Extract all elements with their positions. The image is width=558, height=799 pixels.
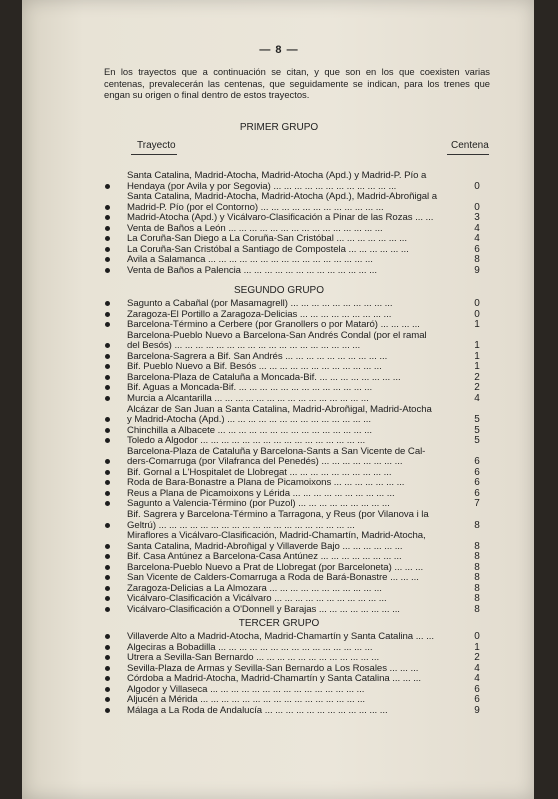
- centena-value: 8: [474, 519, 480, 531]
- centena-value: 2: [474, 382, 480, 394]
- centena-value: 1: [474, 361, 480, 373]
- column-header-trayecto: Trayecto: [137, 140, 176, 151]
- centena-value: 6: [474, 487, 480, 499]
- bullet-icon: [105, 205, 110, 210]
- route-description: Algeciras a Bobadilla ... ... ... ... ... ... ... ... ... ... ... ... ... ... ...: [127, 641, 373, 653]
- bullet-icon: [105, 354, 110, 359]
- centena-value: 8: [474, 561, 480, 573]
- bullet-icon: [105, 428, 110, 433]
- bullet-icon: [105, 491, 110, 496]
- route-description: Aljucén a Mérida ... ... ... ... ... ... ... ... ... ... ... ... ... ... ... ...: [127, 694, 366, 706]
- bullet-icon: [105, 312, 110, 317]
- route-description: Villaverde Alto a Madrid-Atocha, Madrid-Chamartín y Santa Catalina ... ...: [127, 631, 435, 642]
- column-header-centena: Centena: [451, 140, 489, 151]
- centena-value: 8: [474, 551, 480, 563]
- route-description: Miraflores a Vicálvaro-Clasificación, Madrid-Chamartín, Madrid-Atocha, Santa Catalina, Madrid-Abroñigal y Villaverde Bajo ... ... ... ... ... ...: [127, 530, 426, 552]
- bullet-icon: [105, 565, 110, 570]
- route-description: Santa Catalina, Madrid-Atocha, Madrid-Atocha (Apd.) y Madrid-P. Pío a Hendaya (por Avila y por Segovia) ... ... ... ... ... ... ... ... ... ... ... ...: [127, 170, 427, 192]
- route-description: Sevilla-Plaza de Armas y Sevilla-San Bernardo a Los Rosales ... ... ...: [127, 662, 419, 674]
- bullet-icon: [105, 708, 110, 713]
- centena-value: 9: [474, 704, 480, 716]
- centena-value: 6: [474, 683, 480, 695]
- group-title-segundo: SEGUNDO GRUPO: [233, 285, 324, 296]
- route-description: Zaragoza-Delicias a La Almozara ... ... ... ... ... ... ... ... ... ... ...: [127, 582, 382, 594]
- centena-value: 2: [474, 652, 480, 664]
- route-description: Córdoba a Madrid-Atocha, Madrid-Chamartín y Santa Catalina ... ... ...: [127, 673, 422, 685]
- route-description: Bif. Casa Antúnez a Barcelona-Casa Antúnez ... ... ... ... ... ... ... ...: [127, 551, 402, 563]
- bullet-icon: [105, 666, 110, 671]
- centena-value: 4: [474, 392, 480, 404]
- bullet-icon: [105, 396, 110, 401]
- route-description: Barcelona-Pueblo Nuevo a Prat de Llobregat (por Barceloneta) ... ... ...: [127, 561, 424, 573]
- bullet-icon: [105, 301, 110, 306]
- centena-value: 8: [474, 593, 480, 605]
- header-underline-trayecto: [131, 154, 177, 155]
- header-underline-centena: [447, 154, 489, 155]
- route-description: Barcelona-Plaza de Cataluña a Moncada-Bif. ... ... ... ... ... ... ... ...: [127, 371, 401, 383]
- centena-value: 2: [474, 371, 480, 383]
- bullet-icon: [105, 607, 110, 612]
- centena-value: 4: [474, 222, 480, 234]
- group-title-tercer: TERCER GRUPO: [238, 618, 320, 629]
- bullet-icon: [105, 470, 110, 475]
- bullet-icon: [105, 268, 110, 273]
- centena-value: 6: [474, 466, 480, 478]
- route-description: Madrid-Atocha (Apd.) y Vicálvaro-Clasificación a Pinar de las Rozas ... ...: [127, 212, 434, 224]
- route-description: Alcázar de San Juan a Santa Catalina, Madrid-Abroñigal, Madrid-Atocha y Madrid-Atocha (Apd.) ... ... ... ... ... ... ... ... ... ... ... ... ... ...: [127, 403, 432, 426]
- centena-value: 8: [474, 582, 480, 594]
- centena-value: 7: [474, 498, 480, 510]
- centena-value: 1: [474, 319, 480, 331]
- centena-value: 6: [474, 477, 480, 489]
- route-description: Avila a Salamanca ... ... ... ... ... ... ... ... ... ... ... ... ... ... ... ...: [127, 254, 373, 266]
- route-description: Reus a Plana de Picamoixons y Lérida ... ... ... ... ... ... ... ... ... ...: [127, 487, 395, 499]
- bullet-icon: [105, 247, 110, 252]
- centena-value: 0: [474, 308, 480, 320]
- centena-value: 1: [474, 641, 480, 653]
- bullet-icon: [105, 687, 110, 692]
- route-description: Utrera a Sevilla-San Bernardo ... ... ... ... ... ... ... ... ... ... ... ...: [127, 652, 380, 664]
- bullet-icon: [105, 184, 110, 189]
- route-description: Toledo a Algodor ... ... ... ... ... ... ... ... ... ... ... ... ... ... ... ...: [127, 435, 366, 447]
- centena-value: 8: [474, 572, 480, 584]
- route-description: Bif. Sagrera y Barcelona-Término a Tarragona, y Reus (por Vilanova i la Geltrú) ... ... ... ... ... ... ... ... ... ... ... ... ... ... ... ... ... ... ...: [127, 509, 429, 531]
- centena-value: 5: [474, 435, 480, 447]
- route-description: La Coruña-San Cristóbal a Santiago de Compostela ... ... ... ... ... ...: [127, 243, 409, 255]
- bullet-icon: [105, 586, 110, 591]
- route-description: Sagunto a Valencia-Término (por Puzol) ... ... ... ... ... ... ... ... ...: [127, 498, 390, 510]
- bullet-icon: [105, 544, 110, 549]
- route-description: Barcelona-Sagrera a Bif. San Andrés ... ... ... ... ... ... ... ... ... ...: [127, 350, 388, 362]
- route-description: Sagunto a Cabañal (por Masamagrell) ... ... ... ... ... ... ... ... ... ...: [127, 298, 393, 309]
- centena-value: 4: [474, 233, 480, 245]
- intro-paragraph: En los trayectos que a continuación se citan, y que son en los que coexisten varias centenas, prevalecerán las centenas, que seguidamente se indican, para los trenes que engan su origen o final dentro de estos trayectos.: [104, 66, 490, 100]
- route-description: Venta de Baños a Palencia ... ... ... ... ... ... ... ... ... ... ... ... ...: [127, 264, 377, 276]
- centena-value: 1: [474, 350, 480, 362]
- centena-value: 1: [474, 340, 480, 352]
- centena-value: 8: [474, 540, 480, 552]
- bullet-icon: [105, 226, 110, 231]
- route-description: Bif. Gornal a L'Hospitalet de Llobregat ... ... ... ... ... ... ... ... ... ...: [127, 466, 392, 478]
- centena-value: 8: [474, 603, 480, 615]
- bullet-icon: [105, 375, 110, 380]
- route-description: Vicálvaro-Clasificación a Vicálvaro ... ... ... ... ... ... ... ... ... ... ...: [127, 593, 387, 605]
- route-description: Barcelona-Pueblo Nuevo a Barcelona-San Andrés Condal (por el ramal del Besós) ... ... ... ... ... ... ... ... ... ... ... ... ... ... ... ... ... ...: [127, 329, 427, 352]
- route-description: Venta de Baños a León ... ... ... ... ... ... ... ... ... ... ... ... ... ... ...: [127, 222, 383, 234]
- centena-value: 3: [474, 212, 480, 224]
- route-description: Bif. Pueblo Nuevo a Bif. Besós ... ... ... ... ... ... ... ... ... ... ... ...: [127, 361, 382, 373]
- centena-value: 5: [474, 424, 480, 436]
- group-title-primer: PRIMER GRUPO: [239, 122, 319, 133]
- centena-value: 6: [474, 243, 480, 255]
- bullet-icon: [105, 645, 110, 650]
- route-description: Murcia a Alcantarilla ... ... ... ... ... ... ... ... ... ... ... ... ... ... ...: [127, 392, 369, 404]
- centena-value: 0: [474, 180, 480, 192]
- page-number: — 8 —: [259, 44, 299, 56]
- bullet-icon: [105, 634, 110, 639]
- centena-value: 0: [474, 631, 480, 642]
- centena-value: 6: [474, 694, 480, 706]
- route-description: Vicálvaro-Clasificación a O'Donnell y Barajas ... ... ... ... ... ... ... ...: [127, 603, 400, 615]
- route-description: Santa Catalina, Madrid-Atocha, Madrid-Atocha (Apd.), Madrid-Abroñigal a Madrid-P. Pío (por el Contorno) ... ... ... ... ... ... ... ... ... ... ... ...: [127, 191, 437, 213]
- route-description: San Vicente de Calders-Comarruga a Roda de Bará-Bonastre ... ... ...: [127, 572, 419, 584]
- route-description: Roda de Bara-Bonastre a Plana de Picamoixons ... ... ... ... ... ... ...: [127, 477, 405, 489]
- centena-value: 4: [474, 662, 480, 674]
- centena-value: 0: [474, 298, 480, 309]
- route-description: Zaragoza-El Portillo a Zaragoza-Delicias ... ... ... ... ... ... ... ... ...: [127, 308, 392, 320]
- route-description: Chinchilla a Albacete ... ... ... ... ... ... ... ... ... ... ... ... ... ... ...: [127, 424, 372, 436]
- centena-value: 5: [474, 414, 480, 426]
- centena-value: 0: [474, 201, 480, 213]
- route-description: Algodor y Villaseca ... ... ... ... ... ... ... ... ... ... ... ... ... ... ...: [127, 683, 365, 695]
- centena-value: 4: [474, 673, 480, 685]
- centena-value: 9: [474, 264, 480, 276]
- route-description: Málaga a La Roda de Andalucía ... ... ... ... ... ... ... ... ... ... ... ...: [127, 704, 388, 716]
- route-description: La Coruña-San Diego a La Coruña-San Cristóbal ... ... ... ... ... ... ...: [127, 233, 408, 245]
- centena-value: 6: [474, 456, 480, 468]
- centena-value: 8: [474, 254, 480, 266]
- route-description: Barcelona-Término a Cerbere (por Granollers o por Mataró) ... ... ... ...: [127, 319, 420, 331]
- route-description: Bif. Aguas a Moncada-Bif. ... ... ... ... ... ... ... ... ... ... ... ... ...: [127, 382, 373, 394]
- bullet-icon: [105, 523, 110, 528]
- route-description: Barcelona-Plaza de Cataluña y Barcelona-Sants a San Vicente de Cal- ders-Comarruga (por Vilafranca del Penedés) ... ... ... ... ... ... ... ...: [127, 445, 426, 468]
